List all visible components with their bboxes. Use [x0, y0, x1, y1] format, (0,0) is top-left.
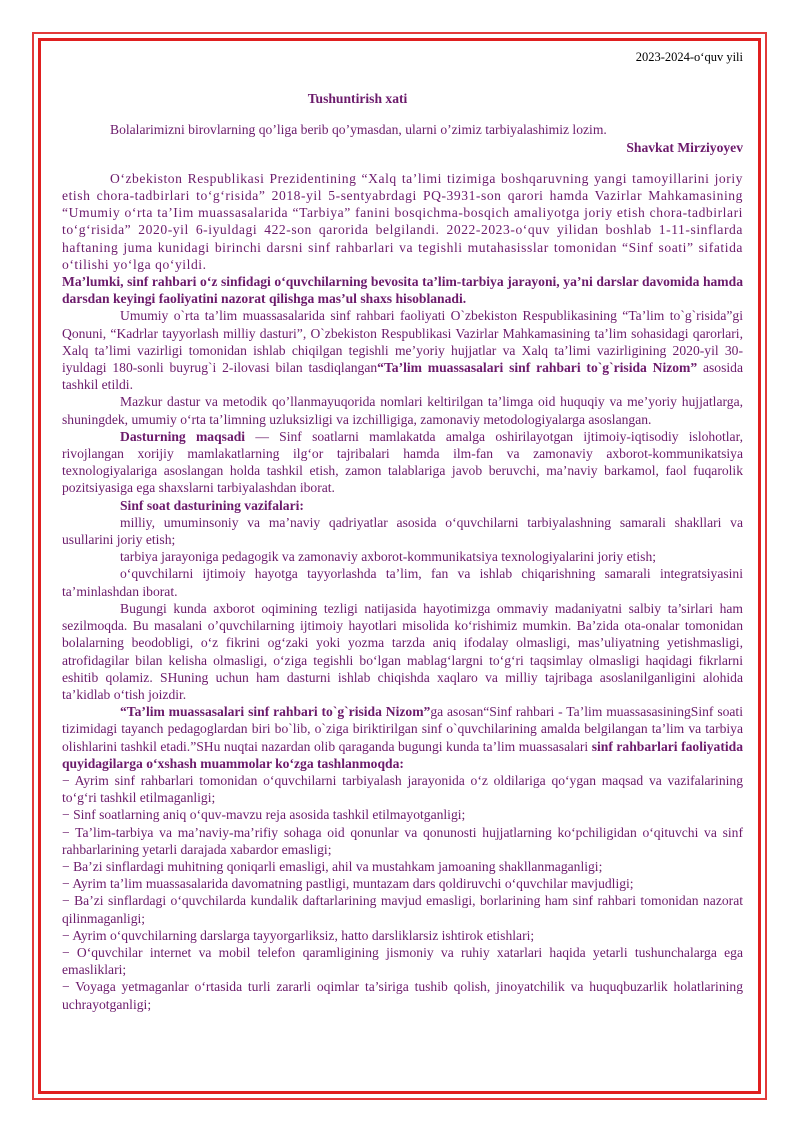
paragraph-intro-text: O‘zbekiston Respublikasi Prezidentining “Xalq ta’limi tizimiga boshqaruvning yangi tamoyillarini joriy etish chora-tadbirlari to‘g‘risida” 2018-yil 5-sentyabrdagi PQ-3931-son qarori hamda Vazirlar Mahkamasining “Umumiy o‘rta ta’Iim muassasalarida “Tarbiya” fanini bosqichma-bosqich amaliyotga joriy etish chora-tadbirlari to‘g‘risida” 2020-yil 6-iyuldagi 422-son qarorida belgilandi. 2022-2023-o‘quv yilidan boshlab 1-11-sinflarda haftaning juma kunidagi birinchi darsni sinf rahbarlari va tegishli mutahasisslar tomonidan “Sinf soati” sifatida o‘tilishi yo‘lga qo‘yildi. [62, 170, 743, 272]
legal-basis-tail: asosida tashkil etildi. [62, 360, 743, 393]
task-item: milliy, umuminsoniy va ma’naviy qadriyatlar asosida o‘quvchilarni tarbiyalashning samarali shakllari va usullarini joriy etish; [62, 514, 743, 548]
academic-year: 2023-2024-o‘quv yili [635, 50, 743, 64]
paragraph-legal-basis [62, 307, 743, 393]
paragraph-intro [62, 170, 743, 273]
problem-item: − Ba’zi sinflardagi o‘quvchilarda kundalik daftarlarining mavjud emasligi, borlarining ham sinf rahbari tomonidan nazorat qilinmaganligi; [62, 893, 743, 926]
tasks-heading: Sinf soat dasturining vazifalari: [120, 497, 304, 513]
problem-item: − O‘quvchilar internet va mobil telefon qaramligining jismoniy va ruhiy xatarlari haqida yetarli tushunchalarga ega emasliklari; [62, 944, 743, 978]
paragraph-regulation [62, 703, 743, 772]
problem-item: − Voyaga yetmaganlar o‘rtasida turli zararli oqimlar ta’siriga tushib qolish, jinoyatchilik va huquqbuzarlik holatlarining uchrayotganligi; [62, 979, 743, 1012]
regulation-bold: “Ta’lim muassasalari sinf rahbari to`g`risida Nizom” [120, 704, 431, 720]
problem-item: − Ta’lim-tarbiya va ma’naviy-ma’rifiy sohaga oid qonunlar va qonunosti hujjatlarning ko‘pchiligidan o‘qituvchi va sinf rahbarlarining yetarli darajada xabardor emasligi; [62, 824, 743, 857]
goal-text: — Sinf soatlarni mamlakatda amalga oshirilayotgan ijtimoiy-iqtisodiy islohotlar, rivojlangan xorijiy mamlakatlarning ilg‘or tajribalari hamda ilm-fan va zamonaviy axborot-kommunikatsiya texnologiyalariga asoslangan holda tashkil etish, zamon talablariga javob beruvchi, ma’naviy barkamol, faol fuqarolik pozitsiyasiga ega shaxslarni tarbiyalashdan iborat. [62, 428, 743, 496]
problem-item: − Ba’zi sinflardagi muhitning qoniqarli emasligi, ahil va mustahkam jamoaning shakllanmaganligi; [62, 858, 603, 874]
paragraph-methodology: Mazkur dastur va metodik qo’llanmayuqorida nomlari keltirilgan ta’limga oid huquqiy va me’yoriy hujjatlarga, shuningdek, umumiy o‘rta ta’limning uzluksizligi va izchilligiga, zamonaviy metodologiyalarga asoslangan. [62, 394, 743, 427]
task-item: tarbiya jarayoniga pedagogik va zamonaviy axborot-kommunikatsiya texnologiyalarini joriy etish; [120, 549, 657, 565]
document-title: Tushuntirish xati [307, 91, 408, 107]
document-body [62, 49, 743, 1013]
goal-heading: Dasturning maqsadi [120, 428, 246, 444]
paragraph-mass-culture: Bugungi kunda axborot oqimining tezligi natijasida hayotimizga ommaviy madaniyatni salbiy ta’sirlari ham sezilmoqda. Bu masalani o’quvchilarning ijtimoiy hayotlari misolida ko‘rishimiz mumkin. Ba’zida ota-onalar tomonidan bolalarning beodobligi, o‘z fikrini og‘zaki yoki yozma tarzda aniq ifodalay olmasligi, mas’uliyatning yetishmasligi, atrofidagilar bilan kelisha olmasligi, o‘ziga tegishli bo‘lgan mablag‘largni to‘g‘ri taqsimlay olmasligi haqidagi fikrlarni eshitib qolamiz. SHuning uchun ham dasturni ishlab chiqishda xaqlaro va milliy tajribaga asoslanilganligini alohida ta’kidlab o‘tish joizdir. [62, 600, 743, 702]
paragraph-goal [62, 428, 743, 497]
epigraph-author: Shavkat Mirziyoyev [626, 139, 743, 155]
legal-basis-bold: “Ta’lim muassasalari sinf rahbari to`g`risida Nizom” [377, 360, 698, 376]
epigraph-quote: Bolalarimizni birovlarning qo’liga berib qo’ymasdan, ularni o’zimiz tarbiyalashimiz lozim. [110, 122, 607, 138]
paragraph-intro-bold [62, 273, 743, 307]
problem-item: − Sinf soatlarning aniq o‘quv-mavzu reja asosida tashkil etilmayotganligi; [62, 807, 466, 823]
problem-item: − Ayrim ta’lim muassasalarida davomatning pastligi, muntazam dars qoldiruvchi o‘quvchilar mavjudligi; [62, 876, 634, 892]
regulation-problems-bold: sinf rahbarlari faoliyatida quyidagilarga o‘xshash muammolar ko‘zga tashlanmoqda: [62, 738, 744, 771]
paragraph-intro-bold-text: Ma’lumki, sinf rahbari o‘z sinfidagi o‘quvchilarning bevosita ta’lim-tarbiya jarayoni, ya’ni darslar davomida hamda darsdan keyingi faoliyatini nazorat qilishga mas’ul shaxs hisoblanadi. [62, 274, 743, 307]
problem-item: − Ayrim sinf rahbarlari tomonidan o‘quvchilarni tarbiyalash jarayonida o‘z oldilariga qo‘ygan maqsad va vazifalarining to‘g‘ri tashkil etilmaganligi; [62, 772, 743, 806]
problem-item: − Ayrim o‘quvchilarning darslarga tayyorgarliksiz, hatto darsliklarsiz ishtirok etishlari; [62, 927, 535, 943]
legal-basis-text: Umumiy o`rta ta’lim muassasalarida sinf rahbari faoliyati O`zbekiston Respublikasining “Ta’lim to`g`risida”gi Qonuni, “Kadrlar tayyorlash milliy dasturi”, O`zbekiston Respublikasi Vazirlar Mahkamasining ta’lim sohasidagi qarorlari, Xalq ta’limi vazirligi tomonidan ishlab chiqilgan tegishli me’yoriy hujjatlar va Xalq ta’limi vazirligining 2020-yil 30-iyuldagi 180-sonli buyrug`i 2-ilovasi bilan tasdiqlangan [62, 308, 743, 376]
task-item: o‘quvchilarni ijtimoiy hayotga tayyorlashda ta’lim, fan va ishlab chiqarishning samarali integratsiyasini ta’minlashdan iborat. [62, 566, 743, 599]
regulation-text: ga asosan“Sinf rahbari - Ta’lim muassasasiningSinf soati tizimidagi tayanch pedagoglardan biri bo`lib, o`ziga biriktirilgan sinf o`quvchilarining amalda belgilangan ta’lim va tarbiya olishlarini tashkil etadi.”SHu nuqtai nazardan olib qaraganda bugungi kunda ta’lim muassasalari [62, 704, 743, 754]
